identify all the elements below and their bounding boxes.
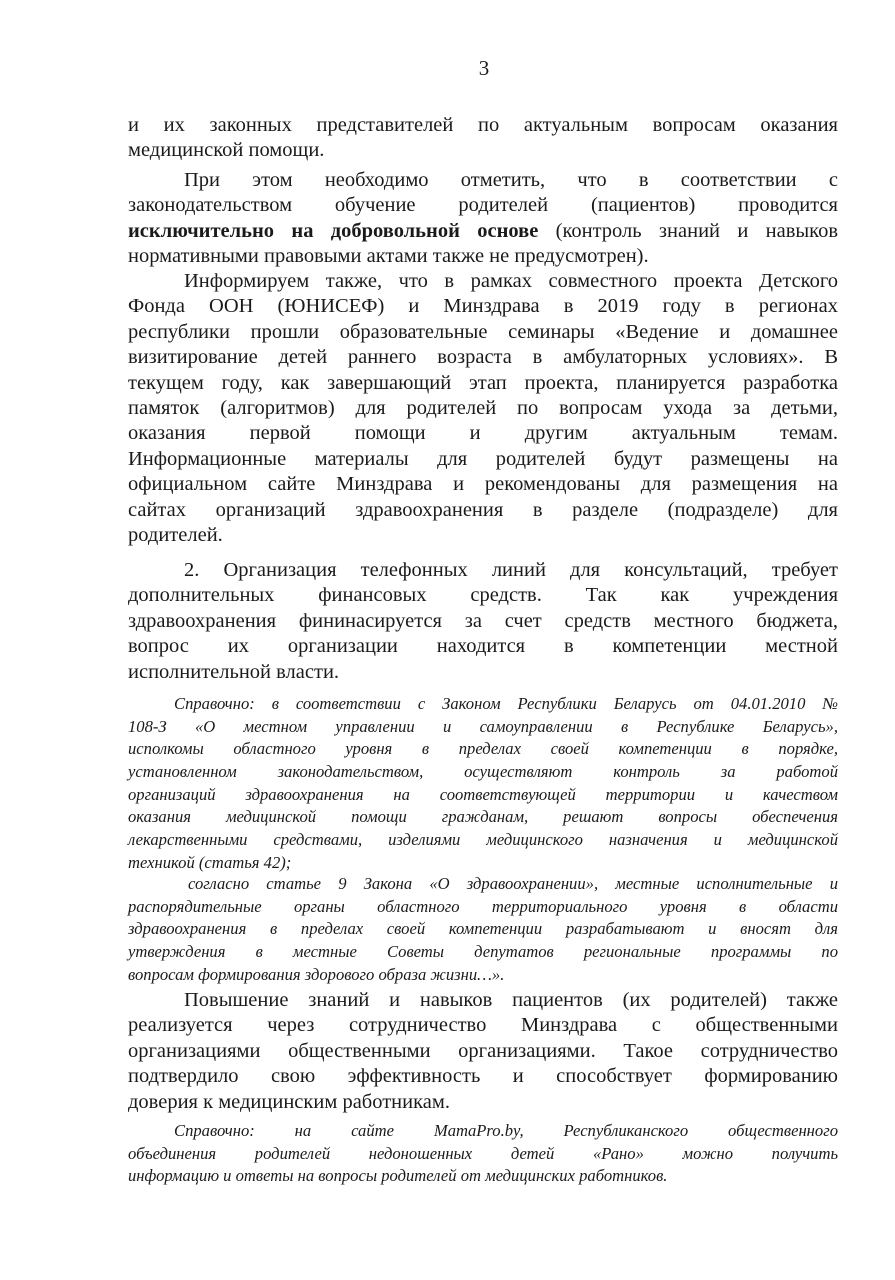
text-line: исполнительной власти. [128, 660, 340, 683]
page-number: 3 [478, 56, 490, 80]
reference-note-paragraph [128, 693, 838, 875]
text-line: распорядительные органы областного территориального уровня в области [128, 896, 838, 916]
text-line: 2. Организация телефонных линий для консультаций, требует [184, 559, 838, 581]
text-line: оказания медицинской помощи гражданам, решают вопросы обеспечения [128, 807, 838, 827]
text-line: сайтах организаций здравоохранения в разделе (подразделе) для [128, 498, 838, 521]
text-line: Повышение знаний и навыков пациентов (их родителей) также [184, 989, 838, 1011]
text-line: реализуется через сотрудничество Минздрава с общественными [128, 1014, 838, 1037]
text-line: исполкомы областного уровня в пределах своей компетенции в порядке, [128, 739, 838, 759]
text-line: Справочно: на сайте MamaPro.by, Республиканского общественного [174, 1121, 838, 1140]
emphasized-text: исключительно на добровольной основе [128, 219, 539, 242]
text-line: нормативными правовыми актами также не предусмотрен). [128, 245, 649, 268]
text-line: памяток (алгоритмов) для родителей по вопросам ухода за детьми, [128, 396, 838, 419]
text-line [128, 219, 838, 244]
text-line: медицинской помощи. [128, 139, 325, 162]
text-line: официальном сайте Минздрава и рекомендованы для размещения на [128, 473, 838, 496]
text-line: установленном законодательством, осуществляют контроль за работой [128, 762, 838, 782]
reference-note-paragraph [128, 873, 838, 986]
text-line: здравоохранения фининасируется за счет средств местного бюджета, [128, 609, 838, 632]
text-line: доверия к медицинским работникам. [128, 1090, 450, 1113]
text-line: визитирование детей раннего возраста в амбулаторных условиях». В [128, 346, 838, 369]
text-line: лекарственными средствами, изделиями медицинского назначения и медицинской [128, 830, 838, 850]
body-paragraph [128, 269, 838, 548]
text-line: организаций здравоохранения на соответствующей территории и качеством [128, 784, 838, 804]
text-line: вопрос их организации находится в компетенции местной [128, 635, 838, 658]
text-line: согласно статье 9 Закона «О здравоохранении», местные исполнительные и [188, 874, 838, 893]
body-paragraph [128, 988, 838, 1115]
text-line: 108-З «О местном управлении и самоуправлении в Республике Беларусь», [128, 716, 838, 736]
text-line: техникой (статья 42); [128, 852, 292, 872]
text-line: дополнительных финансовых средств. Так как учреждения [128, 584, 838, 607]
text-line: организациями общественными организациями. Такое сотрудничество [128, 1039, 838, 1062]
text-line: текущем году, как завершающий этап проекта, планируется разработка [128, 371, 838, 394]
text-line: Информируем также, что в рамках совместного проекта Детского [184, 270, 838, 292]
text-line: Информационные материалы для родителей будут размещены на [128, 447, 838, 470]
text-line: родителей. [128, 523, 223, 546]
text-line: информацию и ответы на вопросы родителей от медицинских работников. [128, 1166, 668, 1186]
text-line: Фонда ООН (ЮНИСЕФ) и Минздрава в 2019 году в регионах [128, 295, 838, 318]
text-line: законодательством обучение родителей (пациентов) проводится [128, 194, 838, 217]
text-line: Справочно: в соответствии с Законом Республики Беларусь от 04.01.2010 № [174, 694, 838, 713]
text-segment: (контроль знаний и навыков [538, 219, 838, 242]
text-line: республики прошли образовательные семинары «Ведение и домашнее [128, 320, 838, 343]
text-line: подтвердило свою эффективность и способствует формированию [128, 1065, 838, 1088]
body-paragraph [128, 558, 838, 685]
text-line: При этом необходимо отметить, что в соответствии с [184, 169, 838, 191]
text-line: объединения родителей недоношенных детей «Рано» можно получить [128, 1143, 838, 1163]
text-line: и их законных представителей по актуальным вопросам оказания [128, 114, 838, 136]
reference-note-paragraph [128, 1120, 838, 1188]
body-paragraph [128, 168, 838, 270]
text-line: здравоохранения в пределах своей компетенции разрабатывают и вносят для [128, 919, 838, 939]
body-paragraph [128, 113, 838, 164]
text-line: оказания первой помощи и другим актуальным темам. [128, 422, 838, 445]
text-line: вопросам формирования здорового образа жизни…». [128, 964, 505, 984]
text-line: утверждения в местные Советы депутатов региональные программы по [128, 942, 838, 962]
